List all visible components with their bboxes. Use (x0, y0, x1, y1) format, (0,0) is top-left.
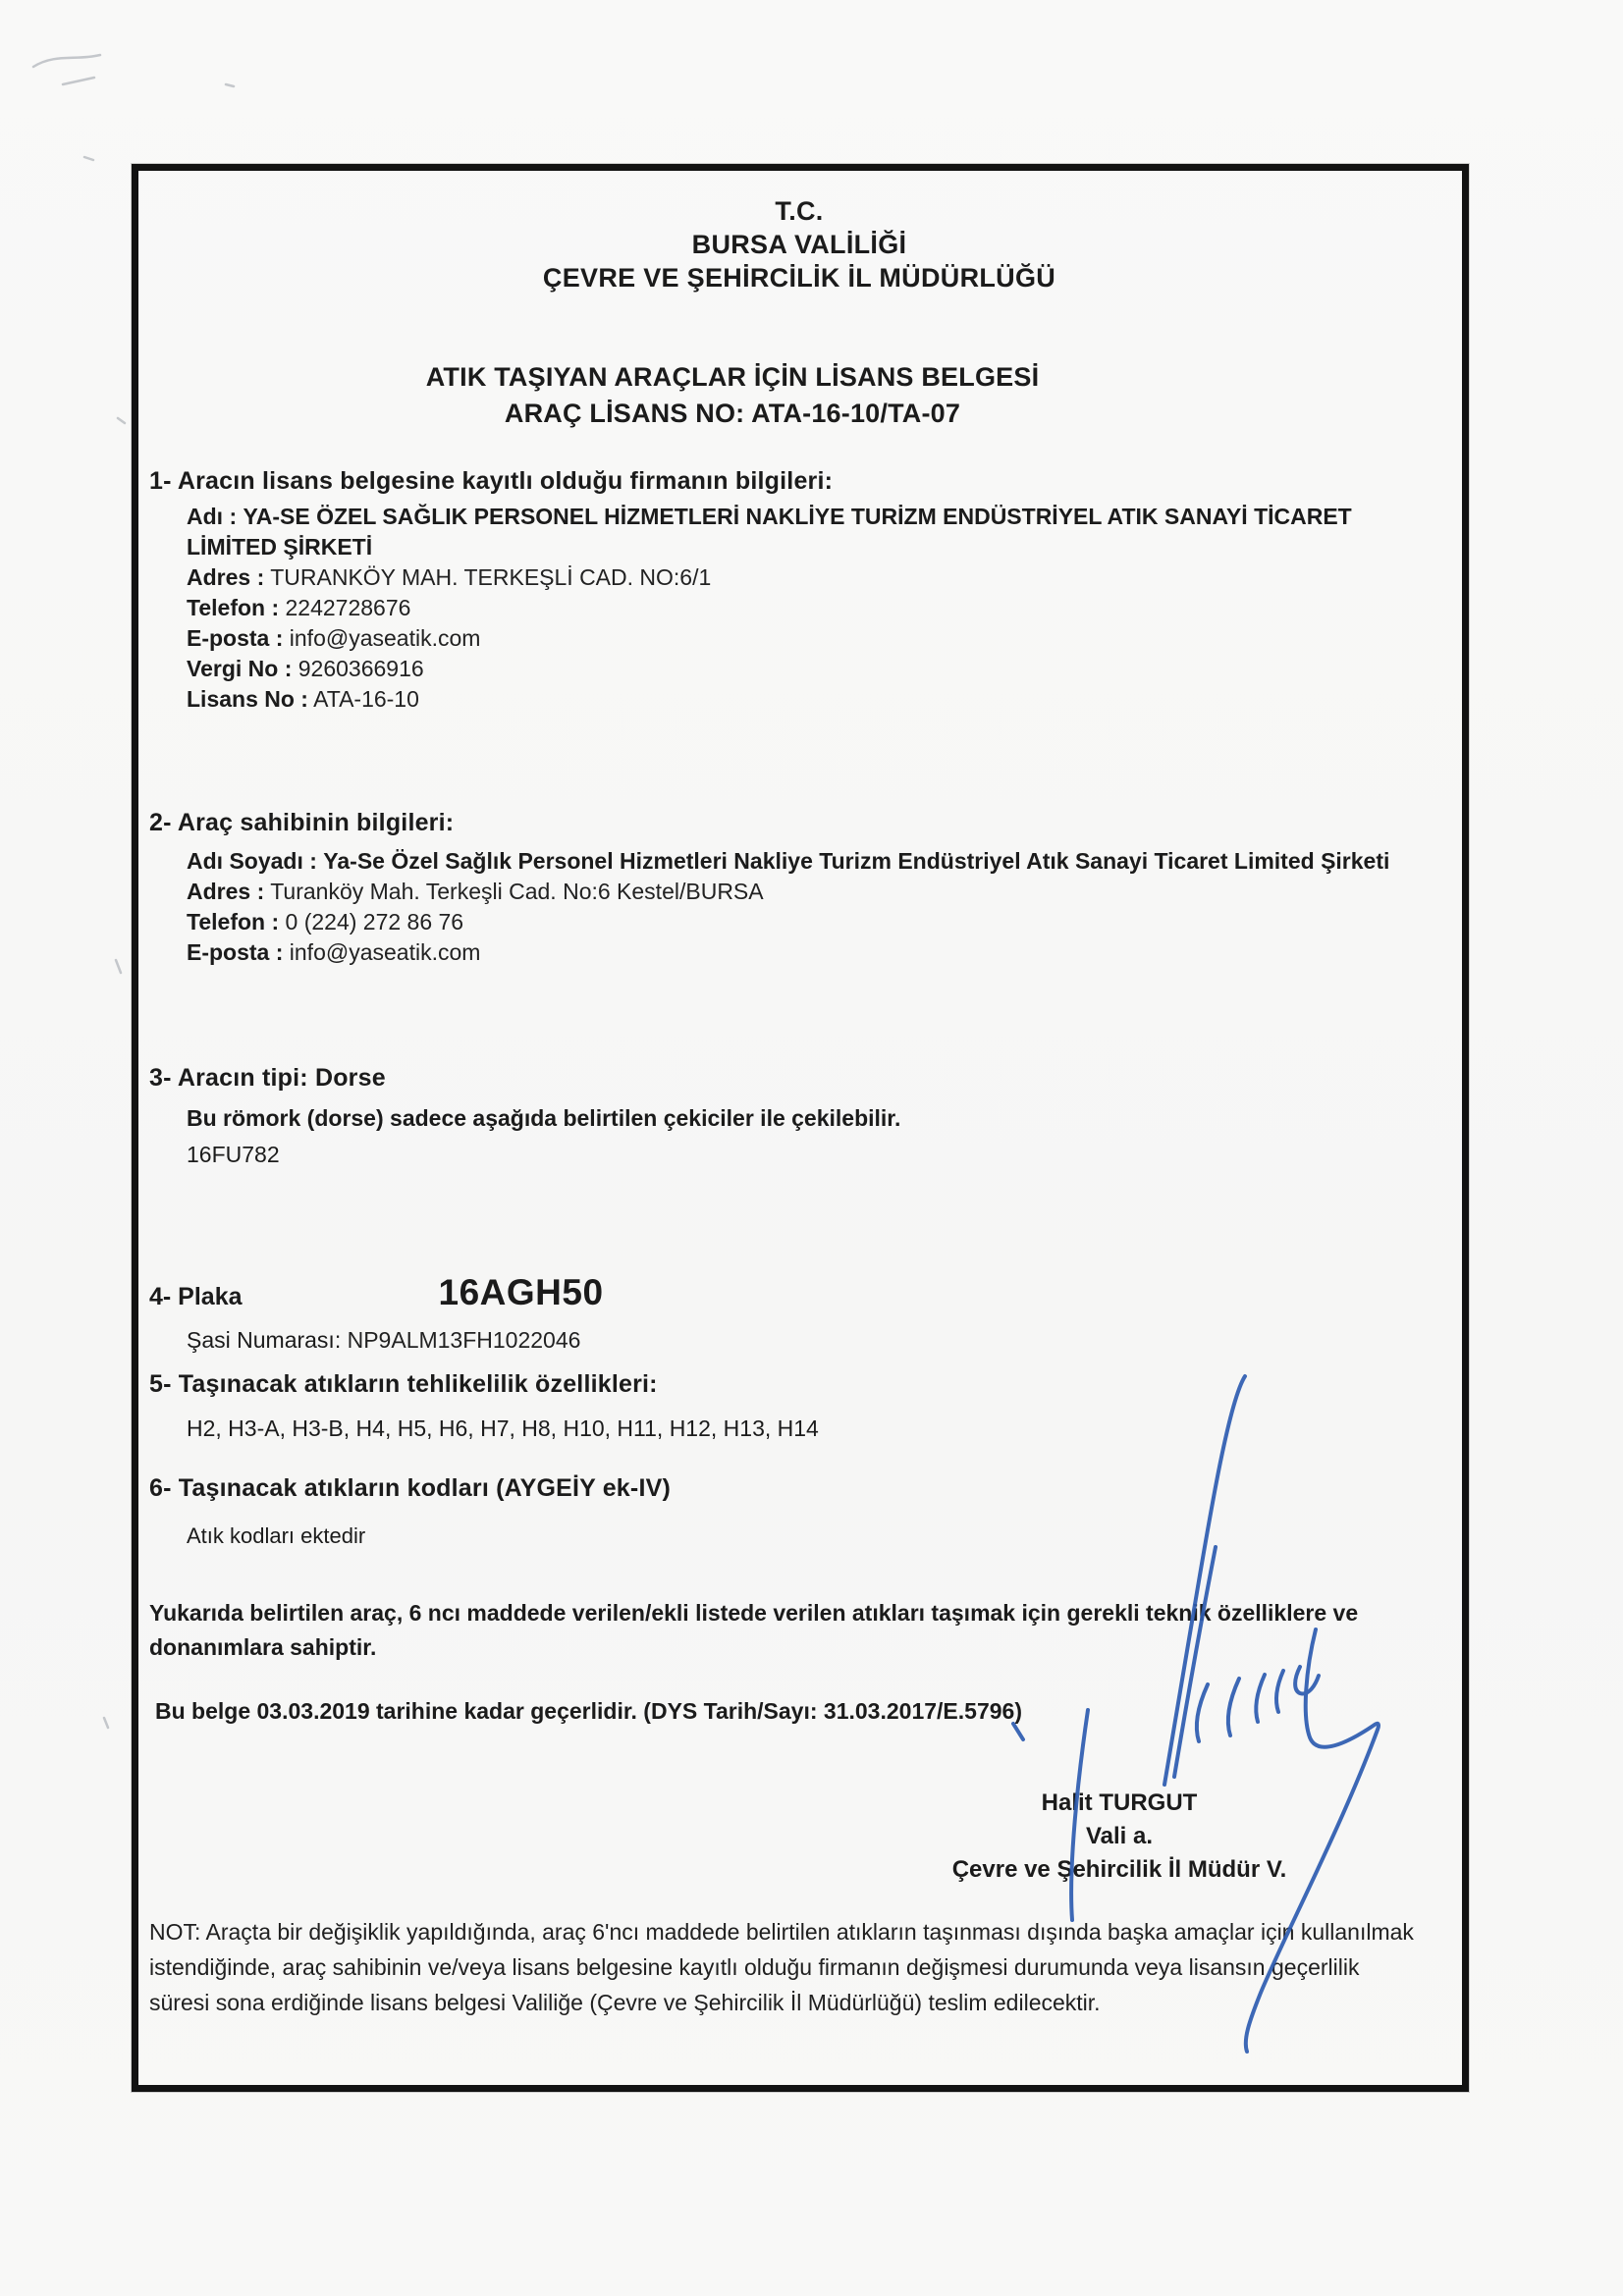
section-3-note: Bu römork (dorse) sadece aşağıda belirtilen çekiciler ile çekilebilir. (187, 1105, 901, 1131)
field-label: Adres : (187, 564, 265, 590)
field-label: Adı : (187, 504, 238, 529)
field-company-phone (187, 593, 1404, 623)
section-4-plate-row (149, 1272, 604, 1313)
chassis-label: Şasi Numarası: (187, 1327, 342, 1353)
letterhead-directorate: ÇEVRE VE ŞEHİRCİLİK İL MÜDÜRLÜĞÜ (542, 263, 1056, 293)
field-label: E-posta : (187, 625, 284, 651)
signer-name: Halit TURGUT (1041, 1789, 1198, 1816)
scan-artifact (226, 84, 234, 86)
letterhead (141, 194, 1457, 294)
chassis-value: NP9ALM13FH1022046 (347, 1327, 581, 1353)
chassis-row (187, 1327, 580, 1354)
field-label: E-posta : (187, 939, 284, 965)
field-value: Ya-Se Özel Sağlık Personel Hizmetleri Nakliye Turizm Endüstriyel Atık Sanayi Ticaret Limited Şirketi (323, 848, 1390, 874)
section-5-heading: 5- Taşınacak atıkların tehlikelilik özellikleri: (149, 1370, 658, 1398)
field-license-no (187, 684, 1404, 715)
field-tax-no (187, 654, 1404, 684)
section-1-heading: 1- Aracın lisans belgesine kayıtlı olduğu firmanın bilgileri: (149, 467, 834, 495)
section-1-fields (187, 502, 1404, 715)
scan-artifact (33, 55, 100, 67)
scan-artifact (116, 960, 121, 973)
field-value: Turanköy Mah. Terkeşli Cad. No:6 Kestel/BURSA (270, 879, 764, 904)
scan-artifact (84, 157, 93, 160)
field-company-email (187, 623, 1404, 654)
scan-artifact (63, 78, 94, 84)
footnote: NOT: Araçta bir değişiklik yapıldığında, araç 6'ncı maddede belirtilen atıkların taşınması dışında başka amaçlar için kullanılmak istendiğinde, araç sahibinin ve/veya lisans belgesine kayıtlı olduğu firmanın değişmesi durumunda veya lisansın geçerlilik süresi sona erdiğinde lisans belgesi Valiliğe (Çevre ve Şehircilik İl Müdürlüğü) teslim edilecektir. (149, 1919, 1414, 2015)
field-company-name (187, 502, 1404, 562)
field-value: TURANKÖY MAH. TERKEŞLİ CAD. NO:6/1 (270, 564, 712, 590)
section-2-heading: 2- Araç sahibinin bilgileri: (149, 809, 455, 836)
section-6-heading: 6- Taşınacak atıkların kodları (AYGEİY ek-IV) (149, 1474, 671, 1502)
section-3-heading: 3- Aracın tipi: Dorse (149, 1064, 386, 1092)
field-value: ATA-16-10 (313, 686, 419, 712)
field-owner-phone (187, 907, 1404, 937)
document-title (69, 359, 1396, 432)
field-owner-email (187, 937, 1404, 968)
signer-org: Çevre ve Şehircilik İl Müdür V. (951, 1856, 1287, 1883)
scan-artifact (104, 1718, 108, 1728)
field-owner-address (187, 877, 1404, 907)
field-label: Adres : (187, 879, 265, 904)
field-label: Adı Soyadı : (187, 848, 317, 874)
section-4-heading: 4- Plaka (149, 1283, 243, 1310)
signer-role: Vali a. (1085, 1823, 1154, 1849)
field-label: Telefon : (187, 595, 280, 620)
field-value: info@yaseatik.com (289, 939, 481, 965)
validity-line: Bu belge 03.03.2019 tarihine kadar geçerlidir. (DYS Tarih/Sayı: 31.03.2017/E.5796) (155, 1698, 1022, 1724)
field-label: Vergi No : (187, 656, 293, 681)
letterhead-governorship: BURSA VALİLİĞİ (691, 230, 907, 259)
field-label: Lisans No : (187, 686, 308, 712)
field-value: YA-SE ÖZEL SAĞLIK PERSONEL HİZMETLERİ NAKLİYE TURİZM ENDÜSTRİYEL ATIK SANAYİ TİCARET LİMİTED ŞİRKETİ (187, 504, 1352, 560)
section-2-fields (187, 846, 1404, 968)
title-line-1: ATIK TAŞIYAN ARAÇLAR İÇİN LİSANS BELGESİ (425, 362, 1040, 392)
signature-block (864, 1787, 1375, 1887)
field-label: Telefon : (187, 909, 280, 934)
field-value: 0 (224) 272 86 76 (285, 909, 464, 934)
field-company-address (187, 562, 1404, 593)
tractor-plate: 16FU782 (187, 1142, 280, 1167)
field-owner-name (187, 846, 1404, 877)
vehicle-plate: 16AGH50 (438, 1272, 604, 1312)
field-value: info@yaseatik.com (289, 625, 481, 651)
letterhead-republic: T.C. (775, 196, 824, 226)
title-line-2: ARAÇ LİSANS NO: ATA-16-10/TA-07 (504, 399, 961, 428)
section-6-note: Atık kodları ektedir (187, 1523, 366, 1548)
hazard-codes: H2, H3-A, H3-B, H4, H5, H6, H7, H8, H10, H11, H12, H13, H14 (187, 1415, 819, 1441)
field-value: 9260366916 (298, 656, 424, 681)
technical-statement: Yukarıda belirtilen araç, 6 ncı maddede verilen/ekli listede verilen atıkları taşımak için gerekli teknik özelliklere ve donanımlara sahiptir. (149, 1600, 1359, 1660)
field-value: 2242728676 (285, 595, 411, 620)
